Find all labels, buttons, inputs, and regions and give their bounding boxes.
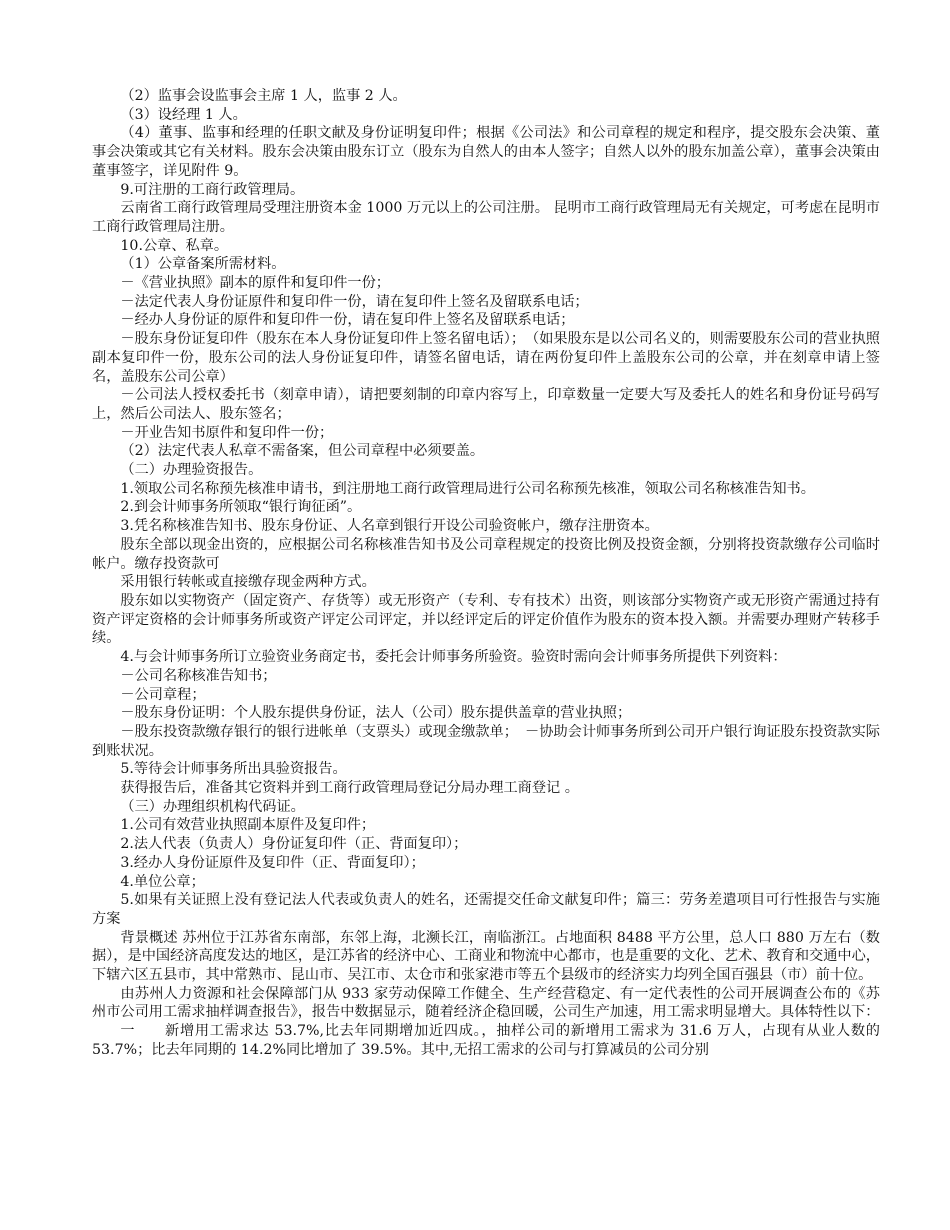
paragraph: 股东全部以现金出资的，应根据公司名称核准告知书及公司章程规定的投资比例及投资金额，分别将投资款缴存公司临时帐户。缴存投资款可: [92, 536, 880, 572]
paragraph: （1）公章备案所需材料。: [120, 256, 286, 273]
paragraph: （2）法定代表人私章不需备案，但公司章程中必须要盖。: [120, 443, 485, 460]
paragraph: －开业告知书原件和复印件一份；: [120, 424, 334, 441]
paragraph: －公司章程；: [120, 686, 206, 703]
paragraph: 1.领取公司名称预先核准申请书，到注册地工商行政管理局进行公司名称预先核准，领取公司名称核准告知书。: [120, 480, 815, 497]
paragraph: －股东身份证明：个人股东提供身份证，法人（公司）股东提供盖章的营业执照；: [120, 705, 632, 722]
paragraph: （二）办理验资报告。: [120, 462, 263, 479]
paragraph: －经办人身份证的原件和复印件一份，请在复印件上签名及留联系电话；: [120, 312, 575, 329]
paragraph: 1.公司有效营业执照副本原件及复印件；: [120, 817, 376, 834]
paragraph: 云南省工商行政管理局受理注册资本金 1000 万元以上的公司注册。 昆明市工商行政管理局无有关规定，可考虑在昆明市工商行政管理局注册。: [92, 200, 880, 235]
paragraph: 背景概述 苏州位于江苏省东南部，东邻上海，北濒长江，南临浙江。占地面积 8488 平方公里，总人口 880 万左右（数据），是中国经济高度发达的地区，是江苏省的经济中心、工商业和物流中心都市，也是重要的文化、艺术、教育和交通中心，下辖六区五县市，其中常熟市、昆山市、吴江市、太仓市和张家港市等五个县级市的经济实力均列全国百强县（市）前十位。: [92, 929, 880, 984]
paragraph: （三）办理组织机构代码证。: [120, 798, 305, 815]
paragraph: 2.到会计师事务所领取“银行询征函”。: [120, 499, 362, 516]
paragraph: －《营业执照》副本的原件和复印件一份；: [120, 275, 390, 292]
paragraph: （4）董事、监事和经理的任职文献及身份证明复印件；根据《公司法》和公司章程的规定和程序，提交股东会决策、董事会决策或其它有关材料。股东会决策由股东订立（股东为自然人的由本人签字；自然人以外的股东加盖公章），董事会决策由董事签字，详见附件 9。: [92, 125, 880, 179]
paragraph: －公司名称核准告知书；: [120, 667, 277, 684]
paragraph: 3.经办人身份证原件及复印件（正、背面复印）；: [120, 854, 425, 871]
paragraph: 2.法人代表（负责人）身份证复印件（正、背面复印）；: [120, 836, 468, 853]
paragraph: －法定代表人身份证原件和复印件一份，请在复印件上签名及留联系电话；: [120, 293, 589, 310]
paragraph: （2）监事会设监事会主席 1 人，监事 2 人。: [120, 88, 407, 104]
paragraph: 股东如以实物资产（固定资产、存货等）或无形资产（专利、专有技术）出资，则该部分实物资产或无形资产需通过持有资产评定资格的会计师事务所或资产评定公司评定，并以经评定后的评定价值作为股东的资本投入额。并需要办理财产转移手续。: [92, 592, 880, 647]
paragraph: 4.单位公章；: [120, 873, 205, 890]
paragraph: 3.凭名称核准告知书、股东身份证、人名章到银行开设公司验资帐户，缴存注册资本。: [120, 518, 659, 535]
paragraph: 9.可注册的工商行政管理局。: [120, 181, 305, 198]
paragraph: 获得报告后，准备其它资料并到工商行政管理局登记分局办理工商登记 。: [120, 780, 579, 797]
paragraph: 采用银行转帐或直接缴存现金两种方式。: [120, 574, 376, 591]
paragraph: 10.公章、私章。: [120, 237, 229, 254]
paragraph: 5.等待会计师事务所出具验资报告。: [120, 761, 347, 778]
paragraph: （3）设经理 1 人。: [120, 106, 247, 123]
paragraph: 由苏州人力资源和社会保障部门从 933 家劳动保障工作健全、生产经营稳定、有一定代表性的公司开展调查公布的《苏州市公司用工需求抽样调查报告》，报告中数据显示，随着经济企稳回暖，公司生产加速，用工需求明显增大。具体特性以下：: [92, 985, 880, 1021]
paragraph: 5.如果有关证照上没有登记法人代表或负责人的姓名，还需提交任命文献复印件；篇三：劳务差遣项目可行性报告与实施方案: [92, 892, 880, 927]
paragraph: －公司法人授权委托书（刻章申请），请把要刻制的印章内容写上，印章数量一定要大写及委托人的姓名和身份证号码写上，然后公司法人、股东签名；: [92, 387, 880, 422]
paragraph: 一 新增用工需求达 53.7%,比去年同期增加近四成。，抽样公司的新增用工需求为 31.6 万人，占现有从业人数的 53.7%；比去年同期的 14.2%同比增加了 39.5%。其中,无招工需求的公司与打算减员的公司分别: [92, 1023, 880, 1058]
paragraph: 4.与会计师事务所订立验资业务商定书，委托会计师事务所验资。验资时需向会计师事务所提供下列资料：: [120, 649, 787, 666]
paragraph: －股东身份证复印件（股东在本人身份证复印件上签名留电话）； （如果股东是以公司名义的，则需要股东公司的营业执照副本复印件一份，股东公司的法人身份证复印件，请签名留电话，请在两份复印件上盖股东公司的公章，并在刻章申请上签名，盖股东公司公章）: [92, 331, 880, 385]
paragraph: －股东投资款缴存银行的银行进帐单（支票头）或现金缴款单； －协助会计师事务所到公司开户银行询证股东投资款实际到账状况。: [92, 723, 880, 759]
